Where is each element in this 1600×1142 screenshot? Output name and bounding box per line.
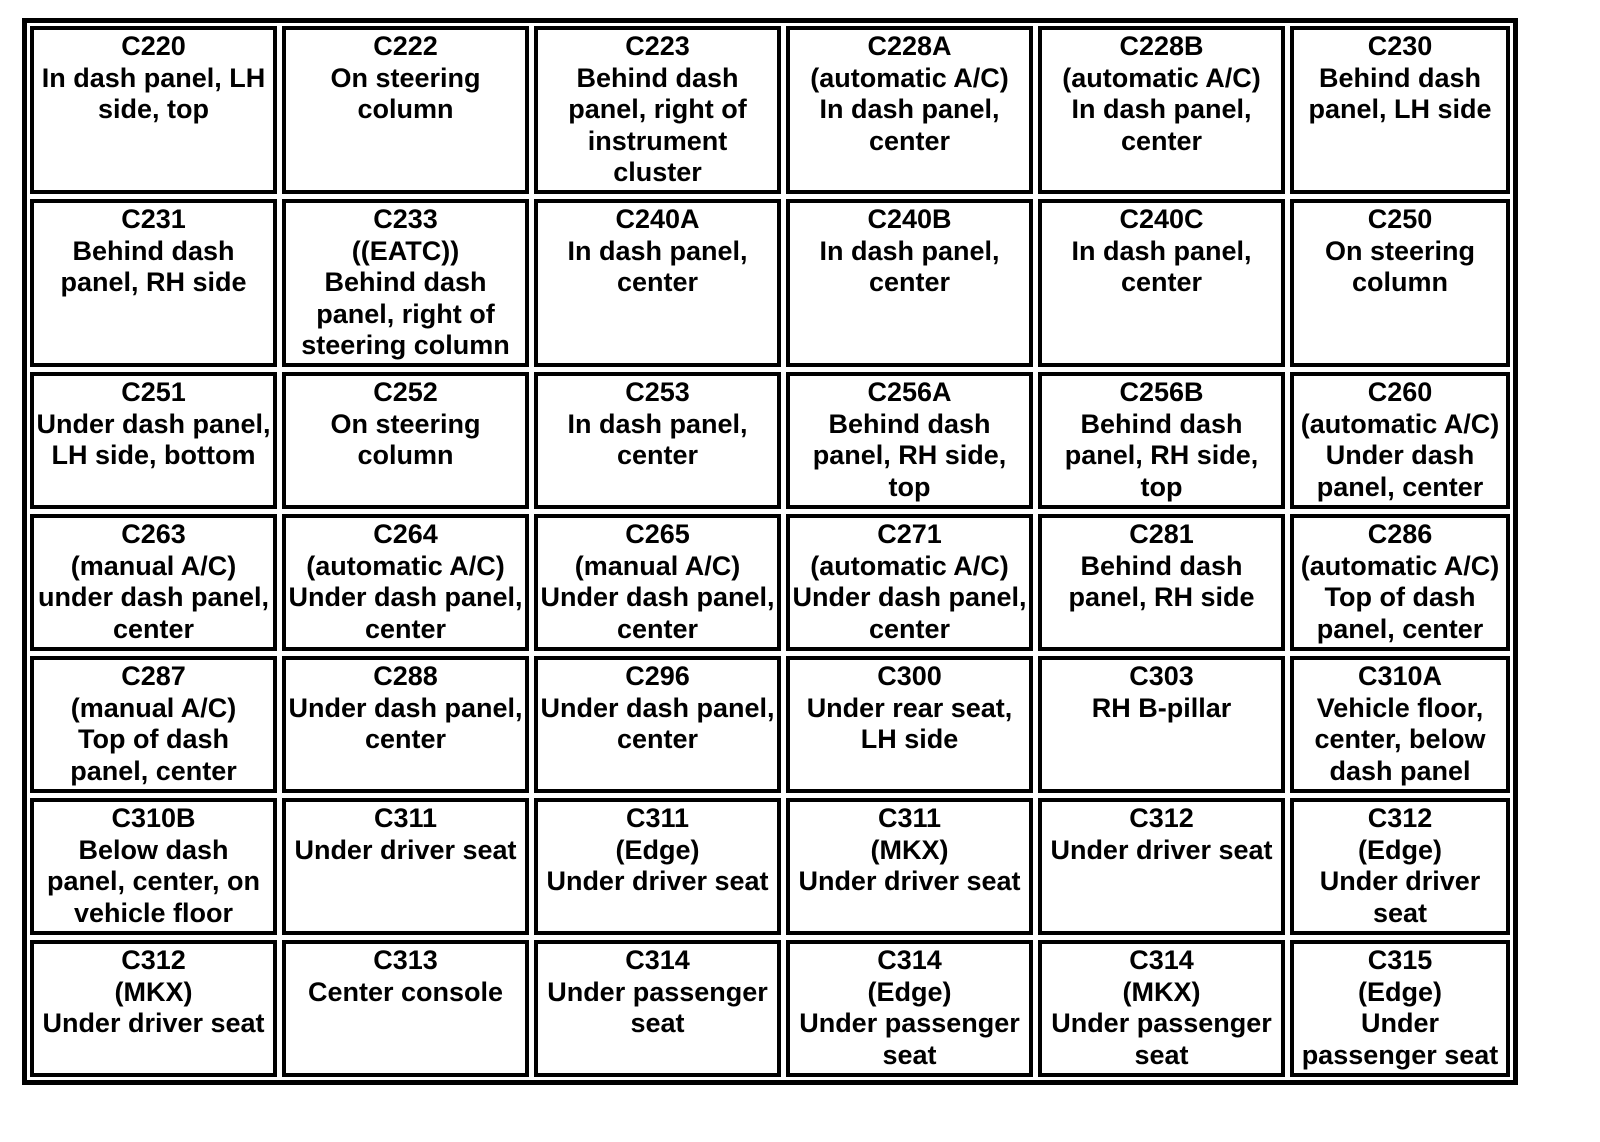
connector-cell (786, 372, 1033, 509)
connector-location: Behind dash panel, RH side (60, 235, 247, 297)
connector-location: Under dash panel, center (540, 692, 775, 754)
connector-cell (1038, 199, 1285, 367)
connector-location: In dash panel, center (1071, 235, 1252, 297)
connector-location: (manual A/C) under dash panel, center (37, 550, 270, 644)
connector-id: C252 (373, 377, 438, 407)
connector-location: Behind dash panel, LH side (1308, 62, 1492, 124)
connector-location: (manual A/C) Top of dash panel, center (70, 692, 237, 786)
connector-location: Under passenger seat (547, 976, 768, 1038)
connector-cell (1038, 514, 1285, 651)
connector-id: C311 (625, 803, 690, 833)
connector-location: (manual A/C) Under dash panel, center (540, 550, 775, 644)
connector-id: C281 (1129, 519, 1194, 549)
connector-cell (786, 798, 1033, 935)
connector-location: Below dash panel, center, on vehicle floor (46, 834, 261, 928)
connector-location: Vehicle floor, center, below dash panel (1314, 692, 1486, 786)
connector-location: Behind dash panel, RH side, top (1064, 408, 1259, 502)
connector-id: C265 (625, 519, 690, 549)
connector-location: ((EATC)) Behind dash panel, right of steering column (301, 235, 510, 360)
connector-location: (automatic A/C) In dash panel, center (810, 62, 1009, 156)
connector-location: Behind dash panel, right of instrument cluster (568, 62, 747, 187)
connector-id: C312 (1129, 803, 1194, 833)
connector-id: C233 (373, 204, 438, 234)
connector-location: Under driver seat (294, 834, 517, 865)
connector-cell (1038, 26, 1285, 194)
connector-id: C312 (1367, 803, 1433, 833)
connector-location: In dash panel, LH side, top (41, 62, 266, 124)
connector-id: C314 (625, 945, 690, 975)
connector-cell (282, 656, 529, 793)
connector-cell (534, 798, 781, 935)
connector-cell (534, 940, 781, 1077)
connector-id: C315 (1367, 945, 1433, 975)
connector-cell (1038, 798, 1285, 935)
connector-location: (Edge) Under passenger seat (799, 976, 1020, 1070)
connector-cell (1290, 798, 1510, 935)
connector-cell (1290, 199, 1510, 367)
connector-cell (1290, 372, 1510, 509)
connector-cell (1290, 940, 1510, 1077)
connector-cell (282, 26, 529, 194)
connector-location: On steering column (1324, 235, 1476, 297)
connector-cell (786, 514, 1033, 651)
connector-id: C311 (877, 803, 942, 833)
connector-location: (automatic A/C) Under dash panel, center (288, 550, 523, 644)
connector-location: On steering column (330, 62, 481, 124)
connector-id: C251 (121, 377, 186, 407)
connector-id: C312 (121, 945, 186, 975)
connector-id: C223 (625, 31, 690, 61)
connector-id: C256A (867, 377, 952, 407)
connector-location: (automatic A/C) Under dash panel, center (792, 550, 1027, 644)
connector-cell (30, 798, 277, 935)
connector-id: C287 (121, 661, 186, 691)
connector-id: C286 (1367, 519, 1433, 549)
connector-location: Under dash panel, center (288, 692, 523, 754)
connector-location: In dash panel, center (819, 235, 1000, 297)
connector-cell (786, 199, 1033, 367)
connector-location: (Edge) Under passenger seat (1301, 976, 1499, 1070)
connector-location: (automatic A/C) In dash panel, center (1062, 62, 1261, 156)
connector-location: RH B-pillar (1091, 692, 1232, 723)
connector-id: C260 (1367, 377, 1433, 407)
connector-cell (534, 372, 781, 509)
connector-id: C296 (625, 661, 690, 691)
connector-location-table (22, 18, 1518, 1085)
connector-id: C263 (121, 519, 186, 549)
connector-id: C250 (1367, 204, 1433, 234)
connector-cell (282, 798, 529, 935)
connector-id: C230 (1367, 31, 1433, 61)
connector-cell (534, 514, 781, 651)
connector-id: C253 (625, 377, 690, 407)
connector-cell (282, 372, 529, 509)
connector-id: C303 (1129, 661, 1194, 691)
connector-cell (30, 199, 277, 367)
connector-cell (282, 199, 529, 367)
connector-location: Under rear seat, LH side (806, 692, 1013, 754)
connector-id: C310A (1357, 661, 1443, 691)
connector-cell (534, 26, 781, 194)
connector-id: C228A (867, 31, 952, 61)
connector-id: C313 (373, 945, 438, 975)
connector-id: C231 (121, 204, 186, 234)
connector-location: (MKX) Under passenger seat (1051, 976, 1272, 1070)
connector-id: C228B (1119, 31, 1204, 61)
connector-cell (786, 940, 1033, 1077)
connector-id: C264 (373, 519, 438, 549)
connector-id: C271 (877, 519, 942, 549)
connector-id: C240B (867, 204, 952, 234)
connector-location: (automatic A/C) Top of dash panel, center (1300, 550, 1500, 644)
connector-cell (282, 514, 529, 651)
connector-location: Under driver seat (1050, 834, 1273, 865)
connector-id: C256B (1119, 377, 1204, 407)
connector-cell (282, 940, 529, 1077)
connector-location: (automatic A/C) Under dash panel, center (1300, 408, 1500, 502)
connector-location: Under dash panel, LH side, bottom (36, 408, 271, 470)
connector-id: C311 (373, 803, 438, 833)
connector-id: C314 (877, 945, 942, 975)
connector-cell (1038, 656, 1285, 793)
connector-id: C222 (373, 31, 438, 61)
connector-location: (Edge) Under driver seat (1319, 834, 1481, 928)
connector-location: (MKX) Under driver seat (798, 834, 1021, 896)
connector-location: Center console (307, 976, 504, 1007)
connector-location: (Edge) Under driver seat (546, 834, 769, 896)
connector-id: C310B (111, 803, 196, 833)
connector-cell (1038, 940, 1285, 1077)
connector-cell (30, 656, 277, 793)
connector-id: C314 (1129, 945, 1194, 975)
connector-id: C288 (373, 661, 438, 691)
connector-cell (1290, 26, 1510, 194)
connector-cell (786, 26, 1033, 194)
connector-id: C240C (1119, 204, 1204, 234)
connector-cell (1038, 372, 1285, 509)
connector-id: C220 (121, 31, 186, 61)
connector-cell (786, 656, 1033, 793)
connector-location: On steering column (330, 408, 481, 470)
connector-cell (534, 656, 781, 793)
connector-id: C240A (615, 204, 700, 234)
connector-cell (30, 26, 277, 194)
connector-location: Behind dash panel, RH side (1068, 550, 1255, 612)
connector-id: C300 (877, 661, 942, 691)
connector-location: (MKX) Under driver seat (42, 976, 265, 1038)
connector-cell (30, 372, 277, 509)
connector-cell (534, 199, 781, 367)
connector-location: In dash panel, center (567, 408, 748, 470)
connector-cell (30, 940, 277, 1077)
connector-location: Behind dash panel, RH side, top (812, 408, 1007, 502)
connector-cell (1290, 656, 1510, 793)
connector-cell (1290, 514, 1510, 651)
connector-location: In dash panel, center (567, 235, 748, 297)
connector-cell (30, 514, 277, 651)
